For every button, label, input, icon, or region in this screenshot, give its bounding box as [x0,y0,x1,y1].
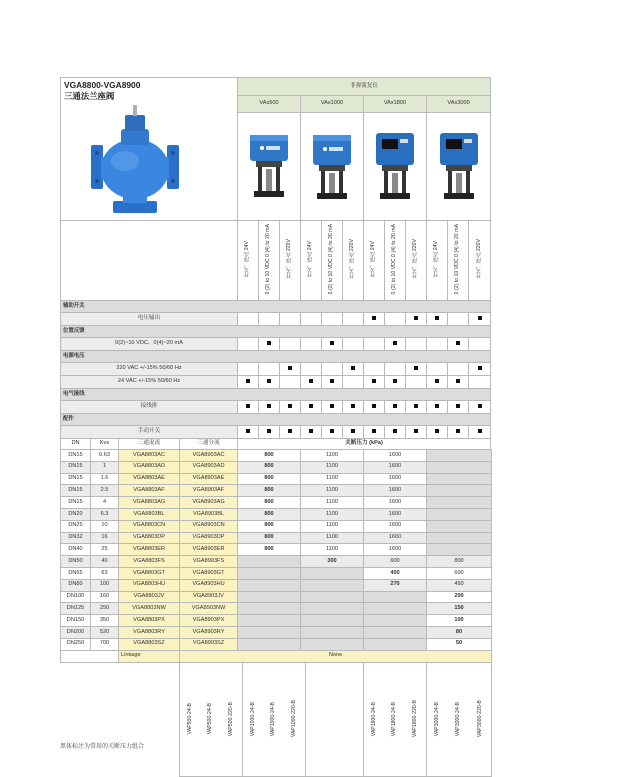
table-row [61,544,492,556]
option-label: 手动开关 [61,426,238,439]
table-row [61,567,492,579]
valve-div-model: VGA8903SZ [180,638,238,650]
check-mark [478,366,482,370]
pressure-value [427,532,492,544]
model-vax3000: VAx3000 [427,96,491,113]
pressure-value: 80 [427,626,492,638]
col-div: 三通分流 [180,439,238,450]
valve-kvs: 4 [91,497,119,509]
code-group [364,662,427,776]
valve-kvs: 16 [91,532,119,544]
check-mark [393,341,397,345]
actuator-vax1800-icon [370,129,420,203]
signal-label: 开关，浮点 24V [433,240,440,278]
check-mark [372,316,376,320]
valve-kvs: 0.63 [91,450,119,462]
check-mark [414,404,418,408]
pressure-value [238,579,301,591]
valve-rows [61,450,492,651]
section-position-feedback: 位置反馈 [61,326,491,338]
signal-label: 0 (2) to 10 VDC 0 (4) to 20 mA [454,224,461,295]
check-mark [351,366,355,370]
pressure-value: 100 [427,615,492,627]
pressure-value: 800 [238,508,301,520]
table-row [61,579,492,591]
pressure-value: 270 [364,579,427,591]
signal-label: 开关，浮点 24V [370,240,377,278]
actuator-code: VAP3000-24-B [434,701,441,737]
pressure-value [301,638,364,650]
option-row-220vac [61,363,491,376]
actuator-code: VAP500-220-B [228,701,235,737]
valve-mix-model: VGA8803FS [119,556,180,568]
pressure-value: 800 [238,473,301,485]
valve-table [60,449,492,663]
group-header: 非弹簧复位 [238,78,491,96]
pressure-value: 1100 [301,497,364,509]
pressure-value [364,638,427,650]
signal-label-row [61,221,491,301]
pressure-value [301,579,364,591]
check-mark [393,379,397,383]
signal-label: 0 (2) to 10 VDC 0 (4) to 20 mA [328,224,335,295]
valve-mix-model: VGA8803NW [119,603,180,615]
table-row [61,615,492,627]
valve-dn: DN20 [61,508,91,520]
valve-kvs: 1.6 [91,473,119,485]
page-title [61,78,237,101]
pressure-value: 150 [427,603,492,615]
check-mark [478,404,482,408]
valve-dn: DN25 [61,520,91,532]
pressure-value: 800 [238,461,301,473]
pressure-value: 1100 [301,544,364,556]
pressure-value: 300 [301,556,364,568]
valve-mix-model: VGA8803GT [119,567,180,579]
actuator-code: VAP1000-24-B [249,701,256,737]
pressure-value: 1600 [364,544,427,556]
pressure-value [301,567,364,579]
pressure-value [364,591,427,603]
table-row [61,626,492,638]
actuator-code: VAP1800-24-B [370,701,377,737]
valve-mix-model: VGA8803ER [119,544,180,556]
pressure-value [301,626,364,638]
actuator-code: VAP1000-24-B [270,701,277,737]
actuator-image-vax1000 [301,112,364,220]
check-mark [372,379,376,383]
valve-dn: DN50 [61,556,91,568]
valve-kvs: 100 [91,579,119,591]
check-mark [414,429,418,433]
pressure-value: 1600 [364,461,427,473]
pressure-value: 1600 [364,532,427,544]
check-mark [309,404,313,408]
table-row [61,556,492,568]
valve-div-model: VGA8903AE [180,473,238,485]
valve-mix-model: VGA8803SZ [119,638,180,650]
pressure-value: 1600 [364,485,427,497]
check-mark [435,404,439,408]
check-mark [456,341,460,345]
check-mark [267,379,271,383]
section-aux-switch: 辅助开关 [61,301,491,313]
valve-dn: DN15 [61,497,91,509]
table-row [61,520,492,532]
check-mark [330,379,334,383]
valve-kvs: 10 [91,520,119,532]
option-row-manual [61,426,491,439]
table-row [61,591,492,603]
pressure-value: 1600 [364,450,427,462]
valve-dn: DN32 [61,532,91,544]
pressure-value [238,603,301,615]
valve-mix-model: VGA8803HU [119,579,180,591]
valve-mix-model: VGA8803JV [119,591,180,603]
option-row-terminal [61,401,491,414]
pressure-value: 450 [427,579,492,591]
valve-dn: DN15 [61,461,91,473]
check-mark [393,429,397,433]
actuator-code: VAP3000-24-B [455,701,462,737]
option-row-feedback [61,338,491,351]
valve-table-header [61,439,491,450]
check-mark [435,429,439,433]
valve-mix-model: VGA8803AE [119,473,180,485]
pressure-value: 50 [427,638,492,650]
valve-div-model: VGA8903CN [180,520,238,532]
pressure-value [238,556,301,568]
valve-mix-model: VGA8803AF [119,485,180,497]
check-mark [372,429,376,433]
table-row [61,473,492,485]
valve-dn: DN100 [61,591,91,603]
pressure-value: 200 [427,591,492,603]
valve-kvs: 1 [91,461,119,473]
valve-mix-model: VGA8803AG [119,497,180,509]
check-mark [309,429,313,433]
linkage-label: Linkage [119,650,180,662]
pressure-value: 800 [427,556,492,568]
valve-mix-model: VGA8803RY [119,626,180,638]
table-row [61,497,492,509]
table-row [61,603,492,615]
check-mark [288,366,292,370]
actuator-code: VAP1800-220-B [412,700,419,738]
pressure-value: 1100 [301,532,364,544]
code-group [427,662,492,776]
selection-table [60,77,491,450]
check-mark [478,429,482,433]
valve-kvs: 63 [91,567,119,579]
check-mark [246,379,250,383]
signal-label: 0 (2) to 10 VDC 0 (4) to 20 mA [265,224,272,295]
check-mark [309,379,313,383]
pressure-value: 1100 [301,508,364,520]
option-row-24vac [61,376,491,389]
linkage-value: None [180,650,492,662]
pressure-value [427,461,492,473]
col-mix: 三通混流 [119,439,180,450]
actuator-code: VAP3000-220-B [476,700,483,738]
valve-div-model: VGA8903RY [180,626,238,638]
valve-div-model: VGA8903AG [180,497,238,509]
check-mark [330,429,334,433]
actuator-image-vax500 [238,112,301,220]
valve-dn: DN40 [61,544,91,556]
code-group [306,662,364,776]
valve-div-model: VGA8903ER [180,544,238,556]
valve-kvs: 350 [91,615,119,627]
col-kvs: Kvs [91,439,119,450]
valve-div-model: VGA8903GT [180,567,238,579]
pressure-value: 1600 [364,497,427,509]
option-label: 接线排 [61,401,238,414]
pressure-value: 800 [238,520,301,532]
actuator-image-vax3000 [427,112,491,220]
valve-dn: DN15 [61,473,91,485]
actuator-code: VAP1000-220-B [291,700,298,738]
pressure-value [427,485,492,497]
pressure-value [301,615,364,627]
valve-kvs: 520 [91,626,119,638]
table-row [61,532,492,544]
check-mark [393,404,397,408]
actuator-image-vax1800 [364,112,427,220]
pressure-value: 1100 [301,485,364,497]
valve-div-model: VGA8903DP [180,532,238,544]
check-mark [372,404,376,408]
pressure-value: 1600 [364,473,427,485]
check-mark [478,316,482,320]
check-mark [414,366,418,370]
signal-label: 开关，浮点 220V [349,239,356,279]
section-power: 电源电压 [61,351,491,363]
pressure-value [427,473,492,485]
pressure-value: 1100 [301,473,364,485]
check-mark [351,429,355,433]
valve-div-model: VGA8903BL [180,508,238,520]
pressure-value [301,603,364,615]
valve-dn: DN80 [61,579,91,591]
check-mark [330,404,334,408]
signal-label: 开关，浮点 220V [286,239,293,279]
check-mark [246,429,250,433]
pressure-value [427,544,492,556]
valve-mix-model: VGA8803PX [119,615,180,627]
pressure-value [238,638,301,650]
check-mark [414,316,418,320]
actuator-vax500-icon [244,129,294,203]
actuator-code: VAP1800-24-B [391,701,398,737]
signal-label: 开关，浮点 24V [244,240,251,278]
valve-mix-model: VGA8803AC [119,450,180,462]
code-group [180,662,243,776]
check-mark [267,429,271,433]
pressure-value: 1100 [301,450,364,462]
option-label: 24 VAC +/-15% 50/60 Hz [61,376,238,389]
valve-kvs: 160 [91,591,119,603]
pressure-value [364,615,427,627]
option-label: 电压输出 [61,313,238,326]
pressure-value [238,615,301,627]
footnote: 黑体标注为常用的关断压力组合 [60,744,145,750]
section-accessory: 配件 [61,414,491,426]
valve-kvs: 6.3 [91,508,119,520]
check-mark [456,429,460,433]
valve-image [89,105,189,220]
pressure-value: 800 [238,497,301,509]
check-mark [267,404,271,408]
pressure-value [301,591,364,603]
valve-kvs: 2.5 [91,485,119,497]
pressure-value: 450 [364,567,427,579]
check-mark [288,404,292,408]
section-wiring: 电气接线 [61,389,491,401]
valve-dn: DN15 [61,485,91,497]
check-mark [246,404,250,408]
model-vax500: VAx500 [238,96,301,113]
valve-mix-model: VGA8803CN [119,520,180,532]
title-line-2: 三通法兰座阀 [64,90,115,101]
valve-dn: DN250 [61,638,91,650]
linkage-row [61,650,492,662]
title-line-1: VGA8800-VGA8900 [64,80,141,90]
check-mark [435,316,439,320]
check-mark [456,404,460,408]
signal-label: 0 (2) to 10 VDC 0 (4) to 20 mA [391,224,398,295]
actuator-code: VAP500-24-B [186,703,193,735]
pressure-value: 1600 [364,520,427,532]
table-row [61,461,492,473]
signal-label: 开关，浮点 220V [475,239,482,279]
pressure-value: 800 [238,485,301,497]
pressure-value [427,497,492,509]
check-mark [288,429,292,433]
valve-dn: DN200 [61,626,91,638]
check-mark [435,379,439,383]
pressure-value: 800 [238,544,301,556]
table-row [61,508,492,520]
valve-div-model: VGA8903AC [180,450,238,462]
table-row [61,485,492,497]
pressure-value [427,508,492,520]
pressure-value [427,520,492,532]
valve-div-model: VGA8903AF [180,485,238,497]
code-row [180,662,492,776]
product-sheet [60,77,491,777]
valve-dn: DN125 [61,603,91,615]
pressure-value: 1100 [301,520,364,532]
table-row [61,450,492,462]
valve-dn: DN150 [61,615,91,627]
table-row [61,638,492,650]
col-pressure: 关断压力 (kPa) [238,439,491,450]
pressure-value [238,591,301,603]
actuator-code: VAP500-24-B [207,703,214,735]
pressure-value: 1600 [364,508,427,520]
check-mark [456,379,460,383]
pressure-value [238,567,301,579]
model-vax1000: VAx1000 [301,96,364,113]
actuator-code-table [179,662,492,777]
model-vax1800: VAx1800 [364,96,427,113]
valve-div-model: VGA8903PX [180,615,238,627]
valve-mix-model: VGA8803BL [119,508,180,520]
valve-mix-model: VGA8803AD [119,461,180,473]
actuator-vax3000-icon [434,129,484,203]
valve-div-model: VGA8903NW [180,603,238,615]
code-group [243,662,306,776]
valve-kvs: 25 [91,544,119,556]
pressure-value: 1100 [301,461,364,473]
signal-label: 开关，浮点 220V [412,239,419,279]
pressure-value [364,603,427,615]
pressure-value: 800 [238,532,301,544]
valve-mix-model: VGA8803DP [119,532,180,544]
check-mark [267,341,271,345]
option-label: 220 VAC +/-15% 50/60 Hz [61,363,238,376]
valve-div-model: VGA8903JV [180,591,238,603]
valve-kvs: 40 [91,556,119,568]
col-dn: DN [61,439,91,450]
check-mark [330,341,334,345]
pressure-value: 800 [238,450,301,462]
pressure-value: 600 [427,567,492,579]
actuator-vax1000-icon [307,129,357,203]
valve-kvs: 250 [91,603,119,615]
valve-div-model: VGA8903FS [180,556,238,568]
valve-dn: DN65 [61,567,91,579]
pressure-value [364,626,427,638]
valve-dn: DN15 [61,450,91,462]
pressure-value: 600 [364,556,427,568]
signal-label: 开关，浮点 24V [307,240,314,278]
valve-div-model: VGA8903HU [180,579,238,591]
check-mark [351,404,355,408]
valve-div-model: VGA8903AD [180,461,238,473]
option-label: 0(2)~10 VDC、0(4)~20 mA [61,338,238,351]
option-row-voltage-output [61,313,491,326]
pressure-value [238,626,301,638]
valve-kvs: 700 [91,638,119,650]
pressure-value [427,450,492,462]
valve-title-cell [61,78,238,221]
